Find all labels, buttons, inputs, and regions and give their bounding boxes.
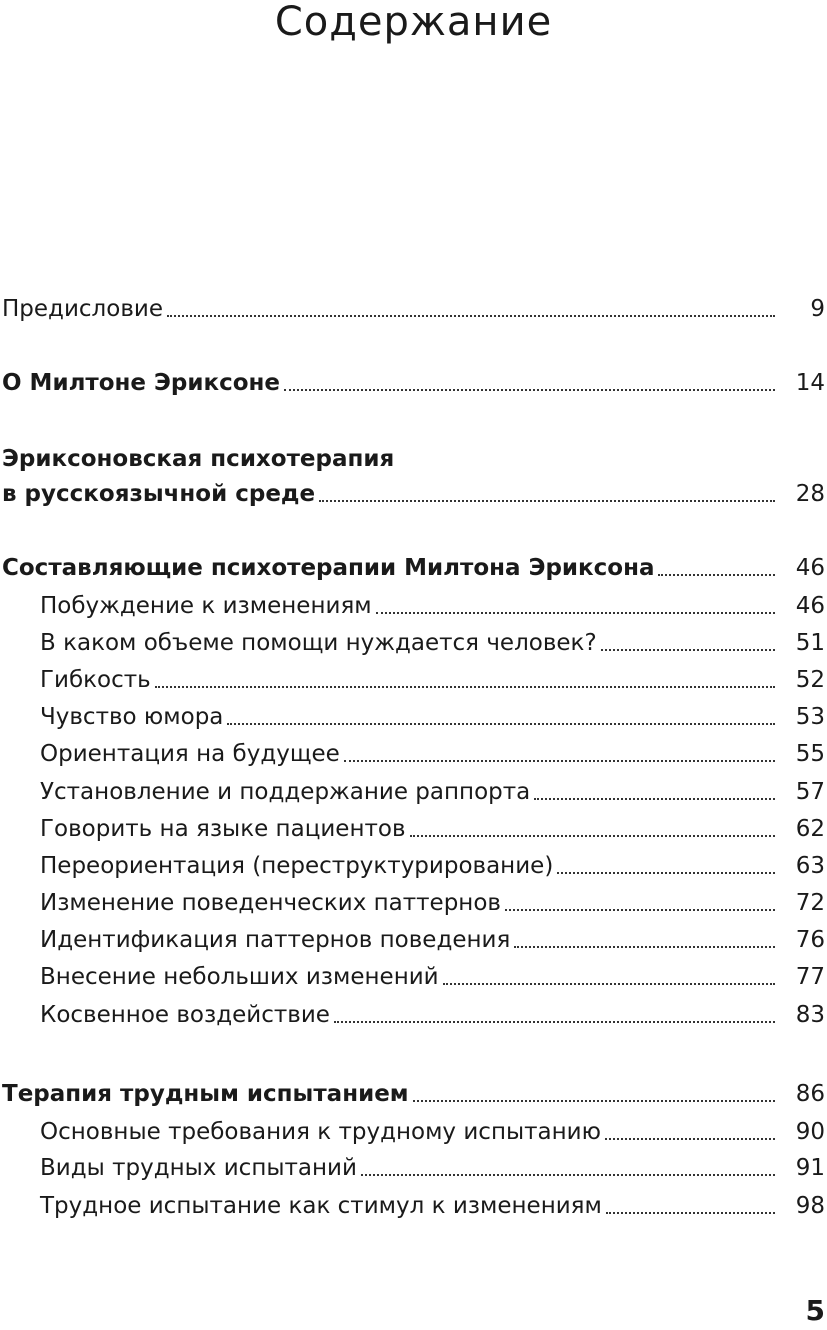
toc-entry[interactable] (0, 738, 827, 770)
toc-entry-title: Основные требования к трудному испытанию (40, 1119, 601, 1145)
toc-entry[interactable] (0, 627, 827, 659)
toc-entry-page-number: 55 (795, 741, 825, 767)
toc-entry-title: Изменение поведенческих паттернов (40, 890, 501, 916)
toc-dot-leader (227, 723, 775, 725)
toc-dot-leader (319, 500, 775, 502)
toc-entry-page-number: 46 (795, 555, 825, 581)
toc-entry-page-number: 90 (795, 1119, 825, 1145)
toc-dot-leader (376, 612, 775, 614)
toc-entry[interactable] (0, 1190, 827, 1222)
toc-entry-page-number: 91 (795, 1155, 825, 1181)
toc-dot-leader (514, 946, 775, 948)
toc-entry-title: Чувство юмора (40, 704, 224, 730)
toc-entry-page-number: 83 (795, 1002, 825, 1028)
toc-entry[interactable] (0, 924, 827, 956)
toc-dot-leader (334, 1021, 775, 1023)
toc-entry-page-number: 51 (795, 630, 825, 656)
toc-entry-page-number: 52 (795, 667, 825, 693)
toc-dot-leader (410, 835, 775, 837)
folio-page-number: 5 (805, 1294, 825, 1327)
toc-entry-page-number: 77 (795, 964, 825, 990)
toc-entry[interactable] (0, 1116, 827, 1148)
toc-entry-title: Составляющие психотерапии Милтона Эриксона (2, 555, 655, 581)
toc-entry-page-number: 98 (795, 1193, 825, 1219)
toc-entry-title: Внесение небольших изменений (40, 964, 439, 990)
toc-entry-title: Виды трудных испытаний (40, 1155, 357, 1181)
toc-entry-page-number: 63 (795, 853, 825, 879)
toc-entry-title: О Милтоне Эриксоне (2, 370, 281, 396)
toc-dot-leader (601, 649, 775, 651)
toc-entry[interactable] (0, 478, 827, 510)
toc-entry[interactable] (0, 1078, 827, 1110)
toc-entry-page-number: 53 (795, 704, 825, 730)
toc-entry[interactable] (0, 664, 827, 696)
toc-entry-title: Переориентация (переструктурирование) (40, 853, 554, 879)
toc-entry-title: Установление и поддержание раппорта (40, 779, 531, 805)
page-title: Содержание (274, 0, 553, 45)
toc-dot-leader (534, 798, 775, 800)
toc-entry-title: Предисловие (2, 296, 163, 322)
toc-entry-title: Трудное испытание как стимул к изменениям (40, 1193, 602, 1219)
toc-entry[interactable] (0, 590, 827, 622)
toc-entry-page-number: 46 (795, 593, 825, 619)
toc-entry[interactable] (0, 961, 827, 993)
toc-dot-leader (606, 1212, 775, 1214)
toc-entry[interactable] (0, 776, 827, 808)
toc-entry-title: Ориентация на будущее (40, 741, 340, 767)
toc-entry[interactable] (0, 850, 827, 882)
toc-entry-page-number: 57 (795, 779, 825, 805)
toc-entry[interactable] (0, 999, 827, 1031)
toc-dot-leader (155, 686, 775, 688)
toc-dot-leader (605, 1138, 775, 1140)
toc-entry-title: Терапия трудным испытанием (2, 1081, 409, 1107)
toc-entry-title: Косвенное воздействие (40, 1002, 330, 1028)
toc-entry[interactable] (0, 1152, 827, 1184)
toc-dot-leader (167, 315, 775, 317)
toc-entry-page-number: 72 (795, 890, 825, 916)
toc-entry[interactable] (0, 701, 827, 733)
toc-prelude-line: Эриксоновская психотерапия (2, 446, 395, 472)
toc-entry-title: Идентификация паттернов поведения (40, 927, 511, 953)
toc-entry[interactable] (0, 293, 827, 325)
toc-entry[interactable] (0, 367, 827, 399)
toc-dot-leader (658, 574, 775, 576)
toc-dot-leader (505, 909, 775, 911)
toc-entry[interactable] (0, 887, 827, 919)
toc-entry[interactable] (0, 813, 827, 845)
toc-entry-title: Гибкость (40, 667, 151, 693)
toc-entry-page-number: 14 (795, 370, 825, 396)
toc-entry-title: Говорить на языке пациентов (40, 816, 406, 842)
toc-entry-title: в русскоязычной среде (2, 481, 316, 507)
toc-entry-page-number: 9 (810, 296, 825, 322)
toc-dot-leader (344, 760, 775, 762)
toc-dot-leader (443, 983, 775, 985)
toc-entry-title: В каком объеме помощи нуждается человек? (40, 630, 597, 656)
toc-dot-leader (413, 1100, 775, 1102)
toc-entry-page-number: 86 (795, 1081, 825, 1107)
toc-dot-leader (557, 872, 775, 874)
toc-entry-page-number: 76 (795, 927, 825, 953)
toc-entry-page-number: 28 (795, 481, 825, 507)
toc-dot-leader (361, 1174, 775, 1176)
toc-entry[interactable] (0, 552, 827, 584)
toc-dot-leader (284, 389, 775, 391)
toc-entry-page-number: 62 (795, 816, 825, 842)
toc-entry-title: Побуждение к изменениям (40, 593, 372, 619)
